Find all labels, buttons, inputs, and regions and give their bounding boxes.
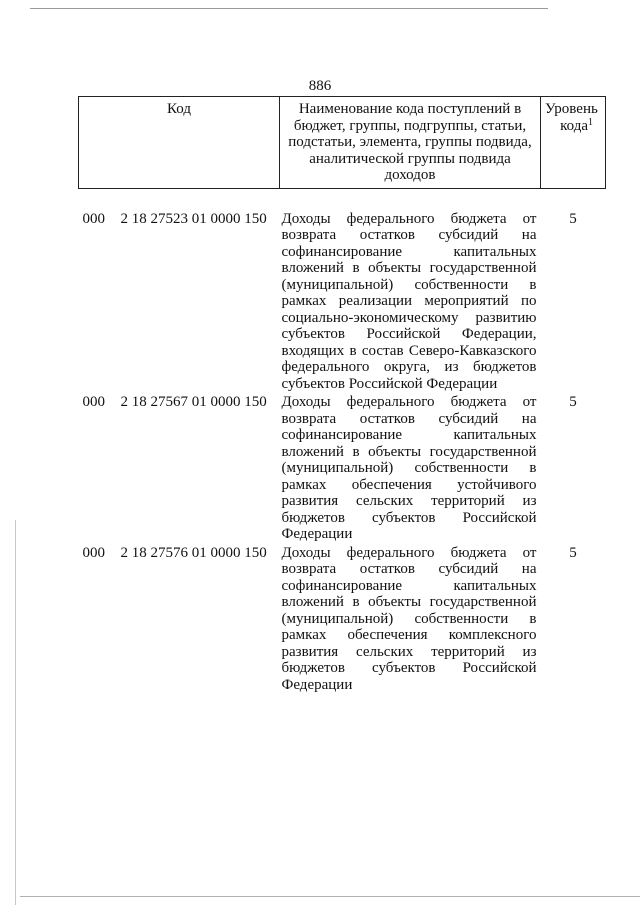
header-code: Код	[79, 97, 280, 189]
table-row	[79, 211, 606, 395]
code-cell	[79, 394, 280, 545]
admin-code: 000	[82, 544, 105, 561]
revenue-code: 2 18 27567 01 0000 150	[120, 394, 267, 410]
header-name: Наименование кода поступлений в бюджет, группы, подгруппы, статьи, подстатьи, элемента, группы подвида, аналитической группы подвида доходов	[280, 97, 541, 189]
table-header-row	[79, 97, 606, 189]
code-level: 5	[569, 210, 577, 227]
page-number: 886	[308, 78, 332, 94]
bottom-scan-edge	[20, 896, 640, 897]
table-row	[79, 545, 606, 696]
admin-code: 000	[82, 394, 105, 410]
left-scan-edge	[15, 520, 16, 905]
code-level: 5	[569, 394, 577, 410]
code-cell	[79, 545, 280, 696]
revenue-code: 2 18 27523 01 0000 150	[120, 210, 267, 227]
code-cell	[79, 211, 280, 395]
revenue-name: Доходы федерального бюджета от возврата остатков субсидий на софинансирование капитальных вложений в объекты государственной (муниципальной) собственности в рамках реализации мероприятий по социально-экономическому развитию субъектов Российской Федерации, входящих в состав Северо-Кавказского федерального округа, из бюджетов субъектов Российской Федерации	[281, 210, 537, 392]
header-level-label: Уровень кода	[545, 101, 598, 134]
header-level-footnote: 1	[588, 116, 593, 128]
revenue-codes-table	[78, 96, 606, 695]
revenue-code: 2 18 27576 01 0000 150	[120, 544, 267, 561]
table-row	[79, 394, 606, 545]
top-scan-edge	[30, 8, 548, 9]
admin-code: 000	[82, 210, 105, 227]
revenue-name: Доходы федерального бюджета от возврата остатков субсидий на софинансирование капитальных вложений в объекты государственной (муниципальной) собственности в рамках обеспечения комплексного развития сельских территорий из бюджетов субъектов Российской Федерации	[281, 544, 537, 693]
revenue-name: Доходы федерального бюджета от возврата остатков субсидий на софинансирование капитальных вложений в объекты государственной (муниципальной) собственности в рамках обеспечения устойчивого развития сельских территорий из бюджетов субъектов Российской Федерации	[281, 394, 537, 542]
code-level: 5	[569, 544, 577, 561]
header-level	[541, 97, 606, 189]
